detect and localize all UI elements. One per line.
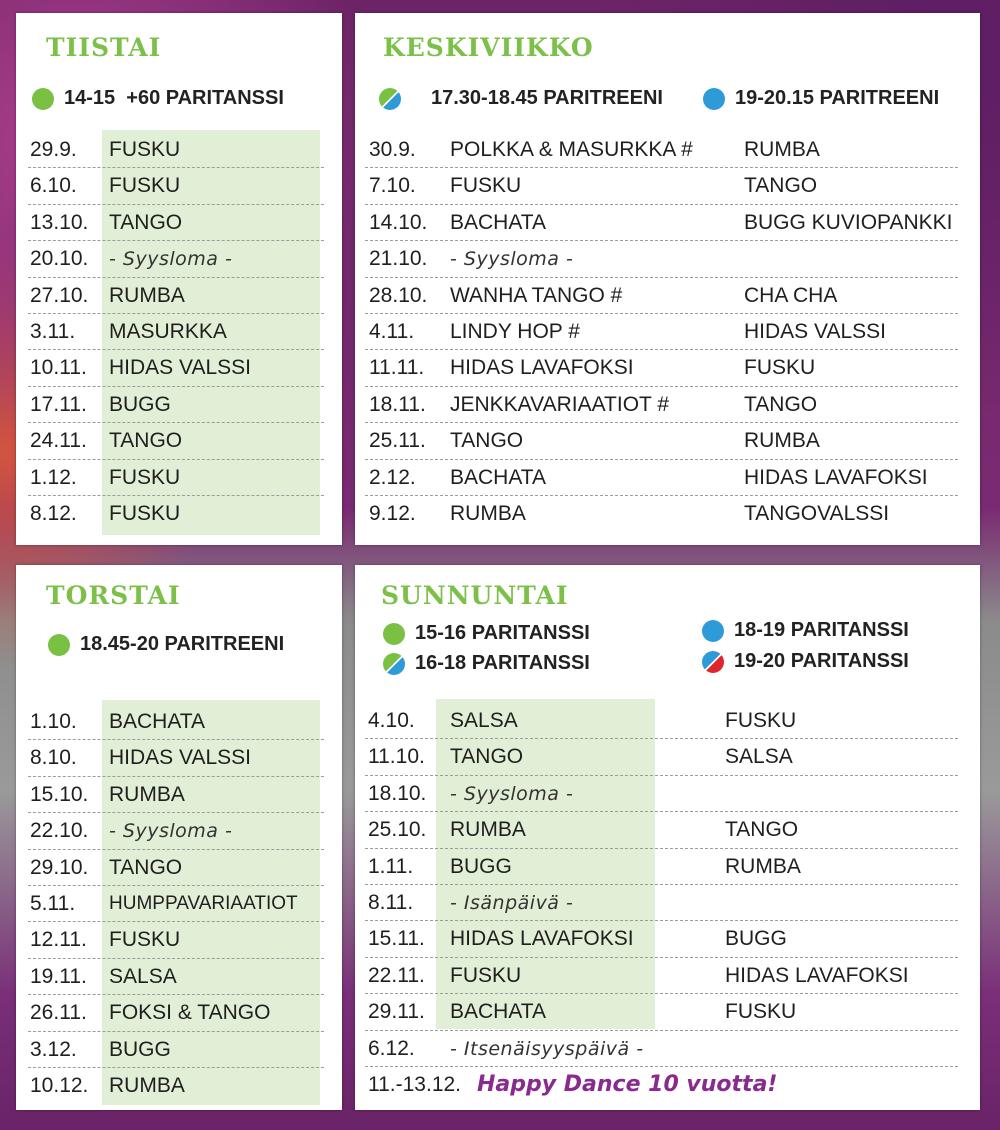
row-dance-late: SALSA — [725, 745, 793, 769]
row-dance-early: BUGG — [450, 854, 512, 878]
blue-red-dot-icon — [702, 651, 724, 673]
table-row — [28, 278, 324, 314]
row-dance: FUSKU — [109, 502, 181, 525]
table-row — [28, 740, 324, 776]
table-row — [28, 995, 324, 1031]
table-row — [28, 314, 324, 350]
row-date: 3.11. — [30, 320, 76, 343]
row-dance: RUMBA — [109, 283, 185, 307]
row-date: 25.11. — [369, 429, 426, 453]
tiistai-legend-label: 14-15 +60 PARITANSSI — [64, 87, 284, 109]
row-date: 11.11. — [369, 356, 425, 380]
row-date: 29.11. — [368, 1000, 425, 1024]
row-dance-late: RUMBA — [744, 138, 820, 161]
row-date: 26.11. — [30, 1001, 87, 1025]
row-dance-early: FUSKU — [450, 174, 522, 198]
sunnuntai-legend-3 — [702, 619, 909, 642]
green-blue-dot-icon — [379, 88, 401, 110]
table-row — [28, 460, 324, 496]
row-date: 25.10. — [368, 818, 427, 842]
row-date: 10.12. — [30, 1074, 89, 1097]
row-dance-early: BACHATA — [450, 210, 547, 234]
row-date: 22.10. — [30, 819, 89, 843]
row-dance-holiday: - Itsenäisyyspäivä - — [450, 1037, 644, 1060]
row-dance-late: CHA CHA — [744, 283, 838, 307]
torstai-legend — [48, 633, 284, 656]
row-date: 10.11. — [30, 356, 87, 380]
row-dance: BUGG — [109, 392, 171, 416]
keskiviikko-legend-2-label: 19-20.15 PARITREENI — [735, 87, 940, 109]
row-dance-holiday: - Isänpäivä - — [450, 892, 574, 914]
table-row — [365, 350, 958, 386]
row-dance-early: TANGO — [450, 429, 524, 453]
table-row — [365, 958, 958, 994]
sunnuntai-legend-2 — [383, 652, 590, 675]
table-row — [365, 241, 958, 277]
row-dance-late: RUMBA — [744, 429, 820, 453]
sunnuntai-legend-4-label: 19-20 PARITANSSI — [734, 650, 909, 672]
row-date: 6.10. — [30, 174, 77, 198]
blue-dot-icon — [702, 620, 724, 642]
row-date: 5.11. — [30, 892, 76, 915]
green-dot-icon — [32, 88, 54, 110]
row-dance: RUMBA — [109, 1074, 185, 1097]
table-row — [28, 168, 324, 204]
sunnuntai-legend-4 — [702, 650, 909, 673]
table-row — [28, 813, 324, 849]
row-dance: HUMPPAVARIAATIOT — [109, 893, 298, 914]
tiistai-panel — [16, 13, 342, 545]
row-dance-early: RUMBA — [450, 818, 526, 842]
table-row — [28, 959, 324, 995]
row-dance-late: HIDAS LAVAFOKSI — [744, 465, 928, 489]
anniversary-note: Happy Dance 10 vuotta! — [477, 1072, 778, 1097]
table-row — [28, 704, 324, 740]
row-date: 3.12. — [30, 1037, 77, 1061]
table-row — [28, 350, 324, 386]
table-row — [365, 921, 958, 957]
row-dance: TANGO — [109, 429, 183, 453]
row-date: 22.11. — [368, 963, 425, 987]
row-dance-late: FUSKU — [725, 709, 797, 732]
row-date: 24.11. — [30, 429, 87, 453]
row-date: 1.10. — [30, 710, 77, 733]
row-date: 29.10. — [30, 855, 89, 879]
row-dance: FOKSI & TANGO — [109, 1001, 271, 1025]
sunnuntai-title: SUNNUNTAI — [381, 581, 569, 610]
keskiviikko-title: KESKIVIIKKO — [383, 33, 594, 62]
table-row — [28, 886, 324, 922]
sunnuntai-legend-3-label: 18-19 PARITANSSI — [734, 619, 909, 641]
row-date: 1.12. — [30, 465, 77, 489]
row-date: 18.11. — [369, 392, 426, 416]
row-date: 17.11. — [30, 392, 87, 416]
row-date: 30.9. — [369, 138, 416, 161]
row-dance-early: RUMBA — [450, 502, 526, 525]
row-date: 27.10. — [30, 283, 89, 307]
green-dot-icon — [383, 623, 405, 645]
green-dot-icon — [48, 634, 70, 656]
row-date: 19.11. — [30, 964, 87, 988]
row-dance-early: POLKKA & MASURKKA # — [450, 138, 693, 161]
keskiviikko-legend-1 — [379, 87, 663, 110]
row-dance-late: TANGOVALSSI — [744, 502, 890, 525]
row-dance-late: HIDAS VALSSI — [744, 320, 886, 343]
row-dance: FUSKU — [109, 138, 181, 161]
row-dance-late: BUGG — [725, 927, 787, 951]
table-row — [365, 776, 958, 812]
sunnuntai-panel — [355, 565, 980, 1110]
table-row — [365, 812, 958, 848]
row-dance-late: HIDAS LAVAFOKSI — [725, 963, 909, 987]
torstai-legend-label: 18.45-20 PARITREENI — [80, 633, 285, 655]
table-row — [365, 460, 958, 496]
row-date: 2.12. — [369, 465, 416, 489]
row-dance-early: FUSKU — [450, 963, 522, 987]
keskiviikko-legend-1-label: 17.30-18.45 PARITREENI — [431, 87, 663, 109]
row-date: 21.10. — [369, 247, 428, 271]
row-dance: HIDAS VALSSI — [109, 746, 251, 770]
tiistai-title: TIISTAI — [46, 33, 162, 62]
row-dance-early: BACHATA — [450, 1000, 547, 1024]
tiistai-legend — [32, 87, 284, 110]
sunnuntai-legend-1-label: 15-16 PARITANSSI — [415, 622, 590, 644]
row-date: 14.10. — [369, 210, 428, 234]
table-row — [365, 496, 958, 532]
row-dance: TANGO — [109, 855, 183, 879]
row-dance: BUGG — [109, 1037, 171, 1061]
keskiviikko-panel — [355, 13, 980, 545]
row-dance-early: SALSA — [450, 709, 518, 732]
row-date: 28.10. — [369, 283, 428, 307]
row-dance: SALSA — [109, 964, 177, 988]
table-row — [365, 132, 958, 168]
table-row — [365, 387, 958, 423]
row-dance-early: HIDAS LAVAFOKSI — [450, 356, 634, 380]
torstai-panel — [16, 565, 342, 1110]
table-row — [365, 994, 958, 1030]
sunnuntai-legend-1 — [383, 622, 590, 645]
row-dance: FUSKU — [109, 174, 181, 198]
table-row — [365, 168, 958, 204]
row-dance-holiday: - Syysloma - — [450, 782, 574, 805]
row-dance: TANGO — [109, 210, 183, 234]
table-row — [28, 496, 324, 532]
row-dance-early: HIDAS LAVAFOKSI — [450, 927, 634, 951]
row-dance-early: LINDY HOP # — [450, 320, 580, 343]
row-date: 18.10. — [368, 781, 427, 805]
table-row — [365, 849, 958, 885]
table-row — [365, 703, 958, 739]
table-row — [365, 278, 958, 314]
row-date: 4.10. — [368, 709, 415, 732]
row-date: 13.10. — [30, 210, 89, 234]
row-dance-late: FUSKU — [725, 1000, 797, 1024]
row-date: 1.11. — [368, 854, 414, 878]
table-row — [365, 1031, 958, 1067]
row-date: 8.12. — [30, 502, 77, 525]
table-row — [28, 387, 324, 423]
row-dance-early: WANHA TANGO # — [450, 283, 623, 307]
keskiviikko-legend-2 — [703, 87, 939, 110]
torstai-title: TORSTAI — [46, 581, 181, 610]
table-row — [365, 205, 958, 241]
row-dance: MASURKKA — [109, 320, 227, 343]
table-row — [28, 1032, 324, 1068]
table-row — [28, 777, 324, 813]
row-date: 4.11. — [369, 320, 415, 343]
row-date: 29.9. — [30, 138, 77, 161]
row-dance-early: JENKKAVARIAATIOT # — [450, 392, 670, 416]
row-dance: BACHATA — [109, 710, 206, 733]
table-row — [365, 314, 958, 350]
row-dance-late: TANGO — [725, 818, 799, 842]
green-blue-dot-icon — [383, 653, 405, 675]
blue-dot-icon — [703, 88, 725, 110]
row-dance-early: TANGO — [450, 745, 524, 769]
row-dance-holiday: - Syysloma - — [109, 820, 233, 843]
row-dance-late: TANGO — [744, 174, 818, 198]
table-row — [365, 885, 958, 921]
table-row — [365, 739, 958, 775]
row-dance-late: BUGG KUVIOPANKKI — [744, 210, 953, 234]
row-dance: RUMBA — [109, 782, 185, 806]
row-dance-late: FUSKU — [744, 356, 816, 380]
row-dance-late: TANGO — [744, 392, 818, 416]
sunnuntai-legend-2-label: 16-18 PARITANSSI — [415, 652, 590, 674]
table-row — [28, 850, 324, 886]
row-date: 20.10. — [30, 247, 89, 271]
row-date: 8.10. — [30, 746, 77, 770]
table-row — [28, 423, 324, 459]
row-date: 15.10. — [30, 782, 89, 806]
row-dance-late: RUMBA — [725, 854, 801, 878]
row-date: 11.10. — [368, 745, 425, 769]
row-dance: FUSKU — [109, 465, 181, 489]
row-dance-holiday: - Syysloma - — [109, 248, 233, 271]
row-date: 7.10. — [369, 174, 416, 198]
row-dance: FUSKU — [109, 928, 181, 952]
table-row — [28, 241, 324, 277]
table-row — [365, 1067, 958, 1103]
row-date: 11.-13.12. — [368, 1073, 462, 1096]
row-dance-early: BACHATA — [450, 465, 547, 489]
row-date: 12.11. — [30, 928, 87, 952]
row-date: 8.11. — [368, 891, 414, 914]
table-row — [28, 922, 324, 958]
row-dance-holiday: - Syysloma - — [450, 248, 574, 271]
row-dance: HIDAS VALSSI — [109, 356, 251, 380]
table-row — [365, 423, 958, 459]
row-date: 6.12. — [368, 1036, 415, 1060]
row-date: 9.12. — [369, 502, 416, 525]
table-row — [28, 1068, 324, 1104]
row-date: 15.11. — [368, 927, 425, 951]
table-row — [28, 205, 324, 241]
table-row — [28, 132, 324, 168]
